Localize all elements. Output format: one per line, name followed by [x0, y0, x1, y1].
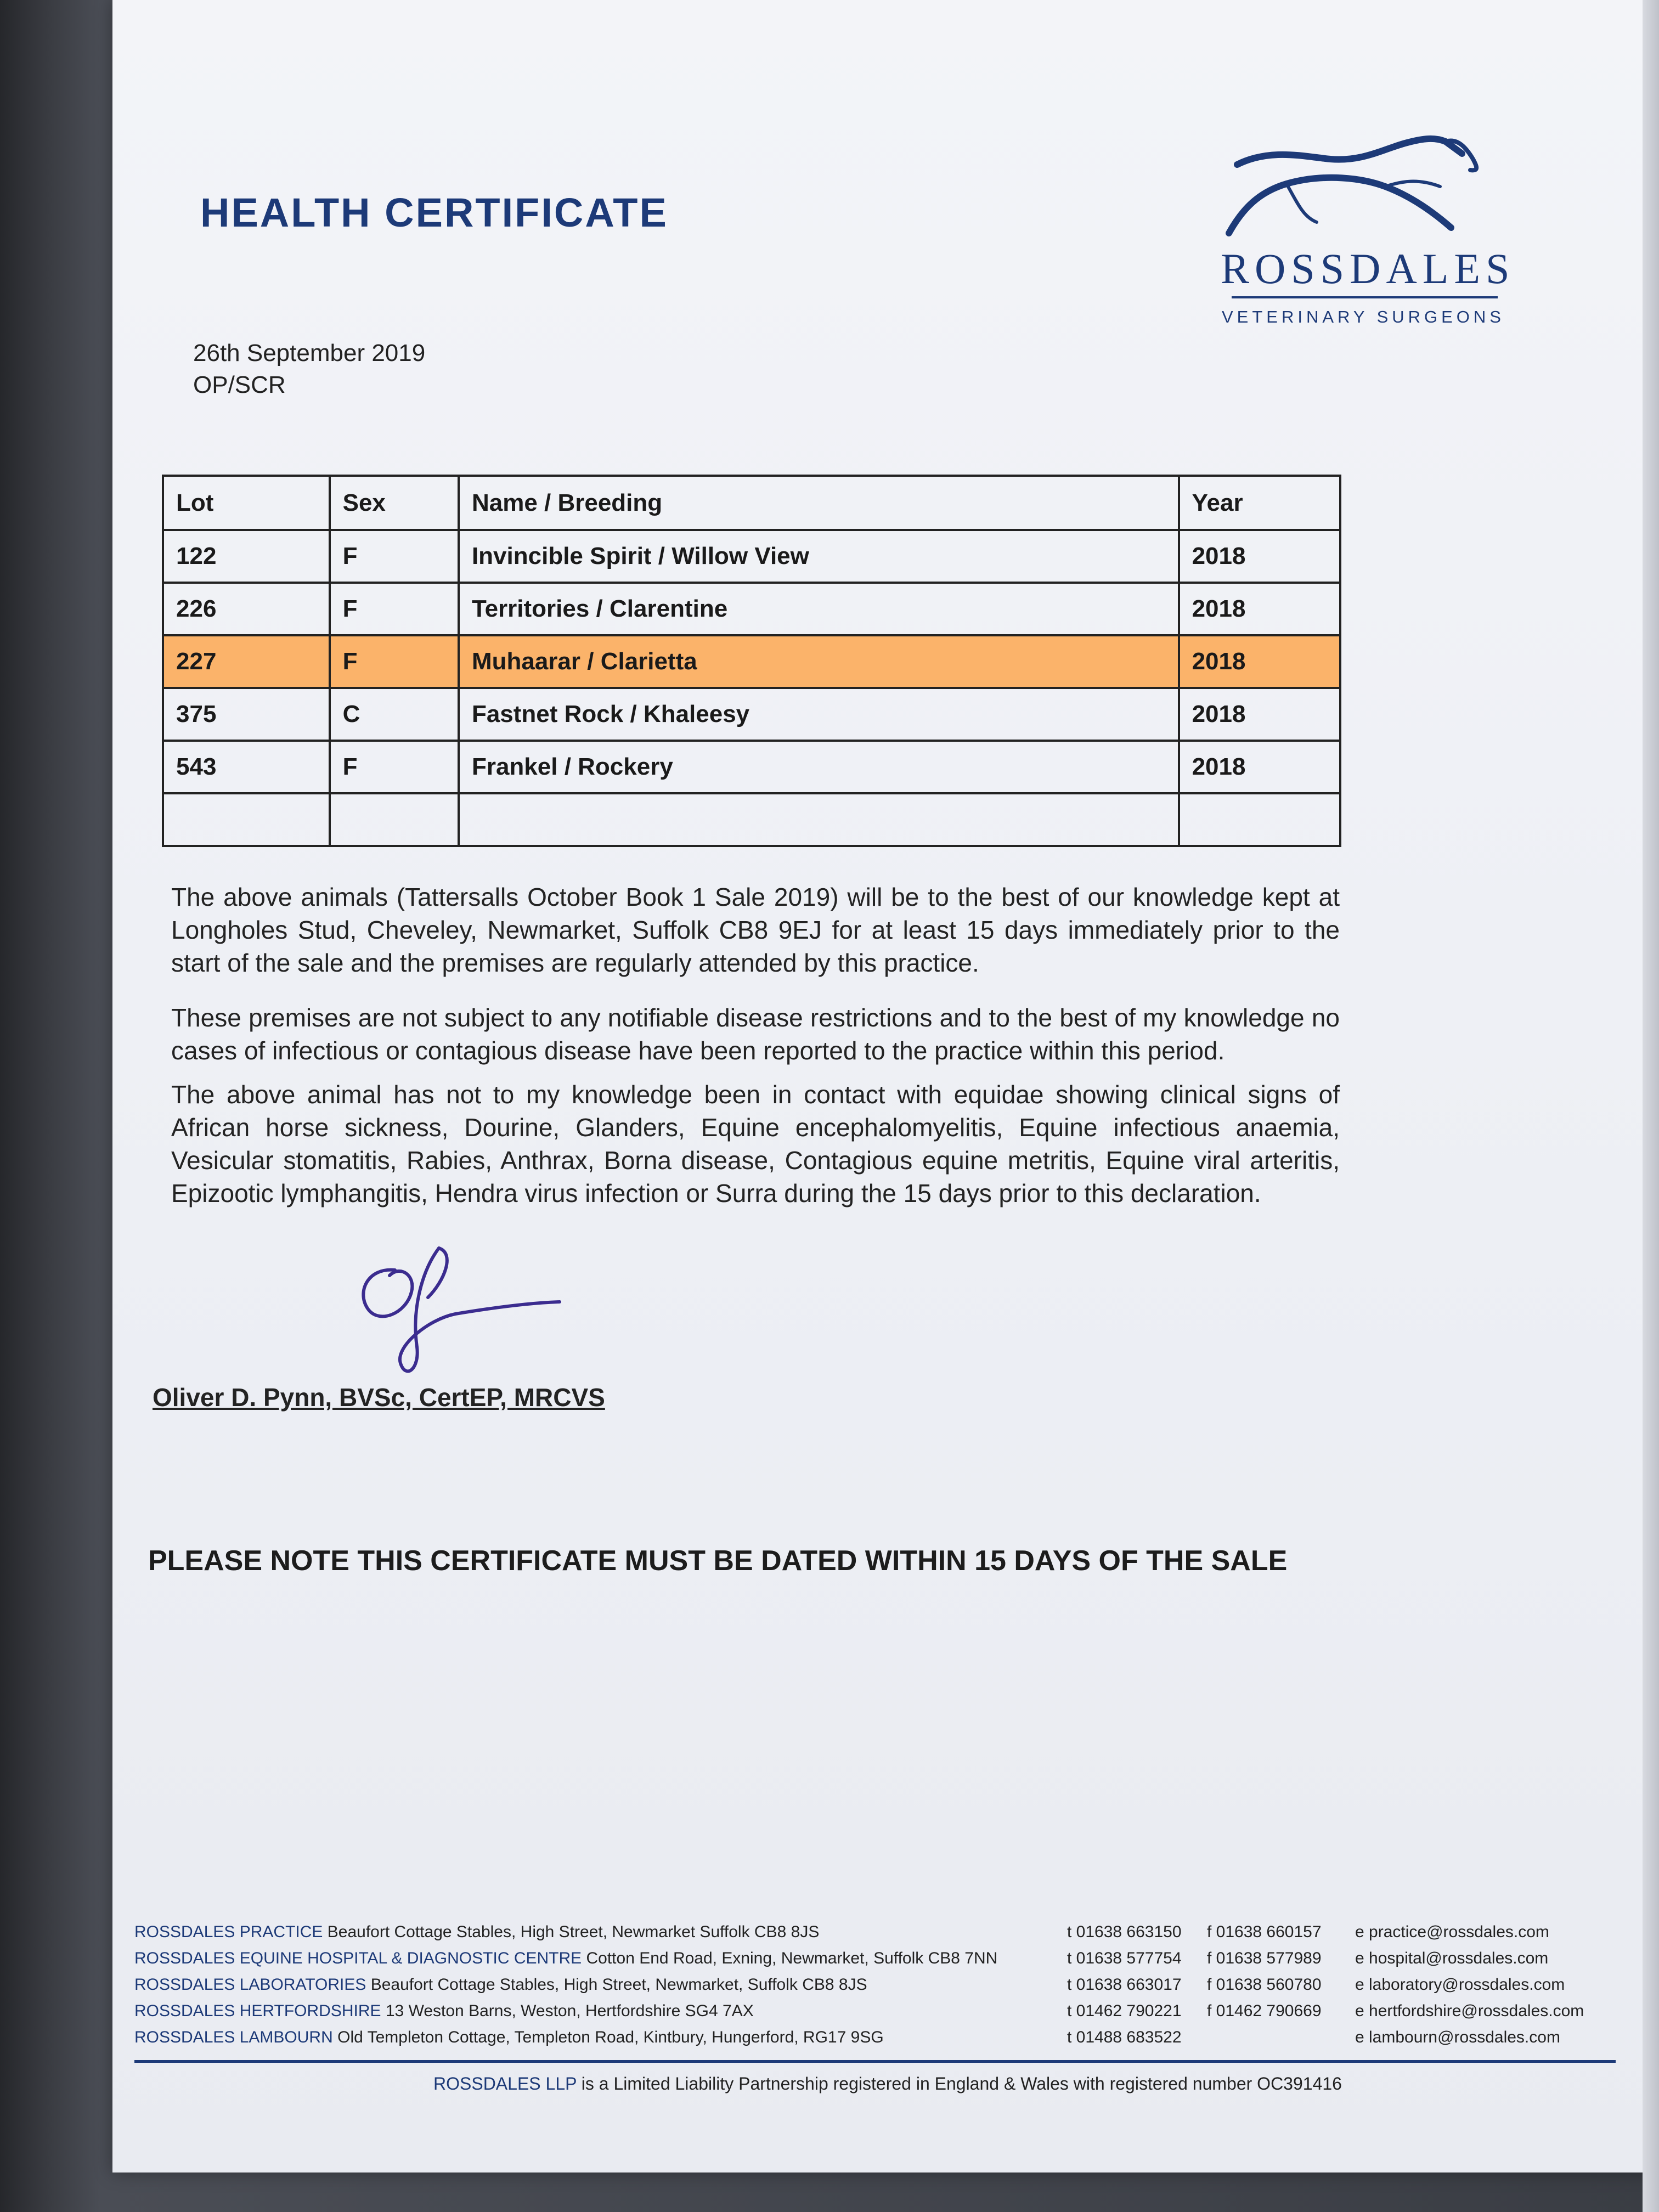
office-name: ROSSDALES PRACTICE	[134, 1923, 323, 1941]
certificate-reference: OP/SCR	[193, 371, 286, 398]
horse-logo-icon	[1221, 126, 1506, 241]
office-row	[134, 2028, 1560, 2055]
header-year: Year	[1179, 476, 1340, 530]
office-tel: t 01488 683522	[1067, 2028, 1182, 2046]
cell-name	[459, 793, 1179, 846]
office-row	[134, 2002, 1584, 2028]
cell-lot: 122	[163, 530, 330, 583]
office-tel: t 01638 663150	[1067, 1923, 1182, 1941]
office-row	[134, 1949, 1549, 1976]
header-lot: Lot	[163, 476, 330, 530]
office-fax: f 01638 560780	[1207, 1976, 1322, 1994]
llp-text: is a Limited Liability Partnership registered in England & Wales with registered number OC391416	[581, 2074, 1342, 2094]
horses-table	[162, 475, 1341, 847]
office-tel: t 01638 663017	[1067, 1976, 1182, 1994]
table-row-empty	[163, 793, 1340, 846]
office-email: e laboratory@rossdales.com	[1355, 1976, 1565, 1994]
cell-lot: 375	[163, 688, 330, 741]
cell-name: Fastnet Rock / Khaleesy	[459, 688, 1179, 741]
table-header-row	[163, 476, 1340, 530]
cell-name: Territories / Clarentine	[459, 583, 1179, 635]
office-email: e lambourn@rossdales.com	[1355, 2028, 1560, 2046]
cell-year: 2018	[1179, 688, 1340, 741]
table-row	[163, 530, 1340, 583]
office-name: ROSSDALES EQUINE HOSPITAL & DIAGNOSTIC CENTRE	[134, 1949, 582, 1967]
paragraph-diseases: The above animal has not to my knowledge been in contact with equidae showing clinical signs of African horse sickness, Dourine, Glanders, Equine encephalomyelitis, Equine infectious anaemia, Vesicular stomatitis, Rabies, Anthrax, Borna disease, Contagious equine metritis, Equine viral arteritis, Epizootic lymphangitis, Hendra virus infection or Surra during the 15 days prior to this declaration.	[171, 1080, 1340, 1207]
cell-lot: 227	[163, 635, 330, 688]
office-fax: f 01638 660157	[1207, 1923, 1322, 1941]
office-address: 13 Weston Barns, Weston, Hertfordshire SG4 7AX	[385, 2002, 754, 2020]
office-address: Beaufort Cottage Stables, High Street, Newmarket, Suffolk CB8 8JS	[370, 1976, 867, 1994]
office-fax: f 01638 577989	[1207, 1949, 1322, 1967]
table-row	[163, 688, 1340, 741]
cell-lot: 226	[163, 583, 330, 635]
office-tel: t 01462 790221	[1067, 2002, 1182, 2020]
cell-sex: F	[330, 635, 459, 688]
cell-year: 2018	[1179, 583, 1340, 635]
office-name: ROSSDALES LABORATORIES	[134, 1976, 366, 1994]
signer-name: Oliver D. Pynn, BVSc, CertEP, MRCVS	[153, 1383, 605, 1412]
llp-statement	[433, 2074, 1342, 2094]
cell-year	[1179, 793, 1340, 846]
paragraph-location: The above animals (Tattersalls October Book 1 Sale 2019) will be to the best of our knowledge kept at Longholes Stud, Cheveley, Newmarket, Suffolk CB8 9EJ for at least 15 days immediately prior to the start of the sale and the premises are regularly attended by this practice.	[171, 883, 1340, 977]
header-sex: Sex	[330, 476, 459, 530]
dated-notice: PLEASE NOTE THIS CERTIFICATE MUST BE DATED WITHIN 15 DAYS OF THE SALE	[148, 1545, 1288, 1577]
footer-divider	[134, 2060, 1616, 2063]
office-row	[134, 1976, 1565, 2002]
office-row	[134, 1923, 1549, 1949]
certificate-date: 26th September 2019	[193, 340, 426, 366]
table-row	[163, 583, 1340, 635]
cell-name: Frankel / Rockery	[459, 741, 1179, 793]
llp-name: ROSSDALES LLP	[433, 2074, 577, 2094]
cell-year: 2018	[1179, 635, 1340, 688]
certificate-meta	[193, 337, 425, 401]
paragraph-restrictions: These premises are not subject to any notifiable disease restrictions and to the best of my knowledge no cases of infectious or contagious disease have been reported to the practice within this period.	[171, 1003, 1340, 1065]
office-fax: f 01462 790669	[1207, 2002, 1322, 2020]
cell-name: Invincible Spirit / Willow View	[459, 530, 1179, 583]
office-email: e hertfordshire@rossdales.com	[1355, 2002, 1584, 2020]
logo-name: ROSSDALES	[1221, 245, 1515, 292]
paper-edge	[1643, 0, 1659, 2212]
office-address: Old Templeton Cottage, Templeton Road, Kintbury, Hungerford, RG17 9SG	[337, 2028, 884, 2046]
cell-sex: F	[330, 741, 459, 793]
cell-name: Muhaarar / Clarietta	[459, 635, 1179, 688]
cell-sex: F	[330, 583, 459, 635]
office-address: Cotton End Road, Exning, Newmarket, Suffolk CB8 7NN	[586, 1949, 998, 1967]
page-title: HEALTH CERTIFICATE	[200, 190, 668, 235]
cell-sex	[330, 793, 459, 846]
table-row-highlighted	[163, 635, 1340, 688]
cell-lot: 543	[163, 741, 330, 793]
office-address: Beaufort Cottage Stables, High Street, Newmarket Suffolk CB8 8JS	[327, 1923, 820, 1941]
office-email: e hospital@rossdales.com	[1355, 1949, 1549, 1967]
signature-image	[346, 1237, 565, 1391]
cell-year: 2018	[1179, 741, 1340, 793]
office-name: ROSSDALES HERTFORDSHIRE	[134, 2002, 381, 2020]
table-row	[163, 741, 1340, 793]
office-name: ROSSDALES LAMBOURN	[134, 2028, 333, 2046]
cell-year: 2018	[1179, 530, 1340, 583]
logo-subtitle: VETERINARY SURGEONS	[1221, 307, 1505, 326]
rossdales-logo	[1221, 126, 1515, 346]
office-email: e practice@rossdales.com	[1355, 1923, 1549, 1941]
office-tel: t 01638 577754	[1067, 1949, 1182, 1967]
cell-lot	[163, 793, 330, 846]
cell-sex: F	[330, 530, 459, 583]
logo-divider	[1232, 296, 1498, 298]
cell-sex: C	[330, 688, 459, 741]
header-name-breeding: Name / Breeding	[459, 476, 1179, 530]
